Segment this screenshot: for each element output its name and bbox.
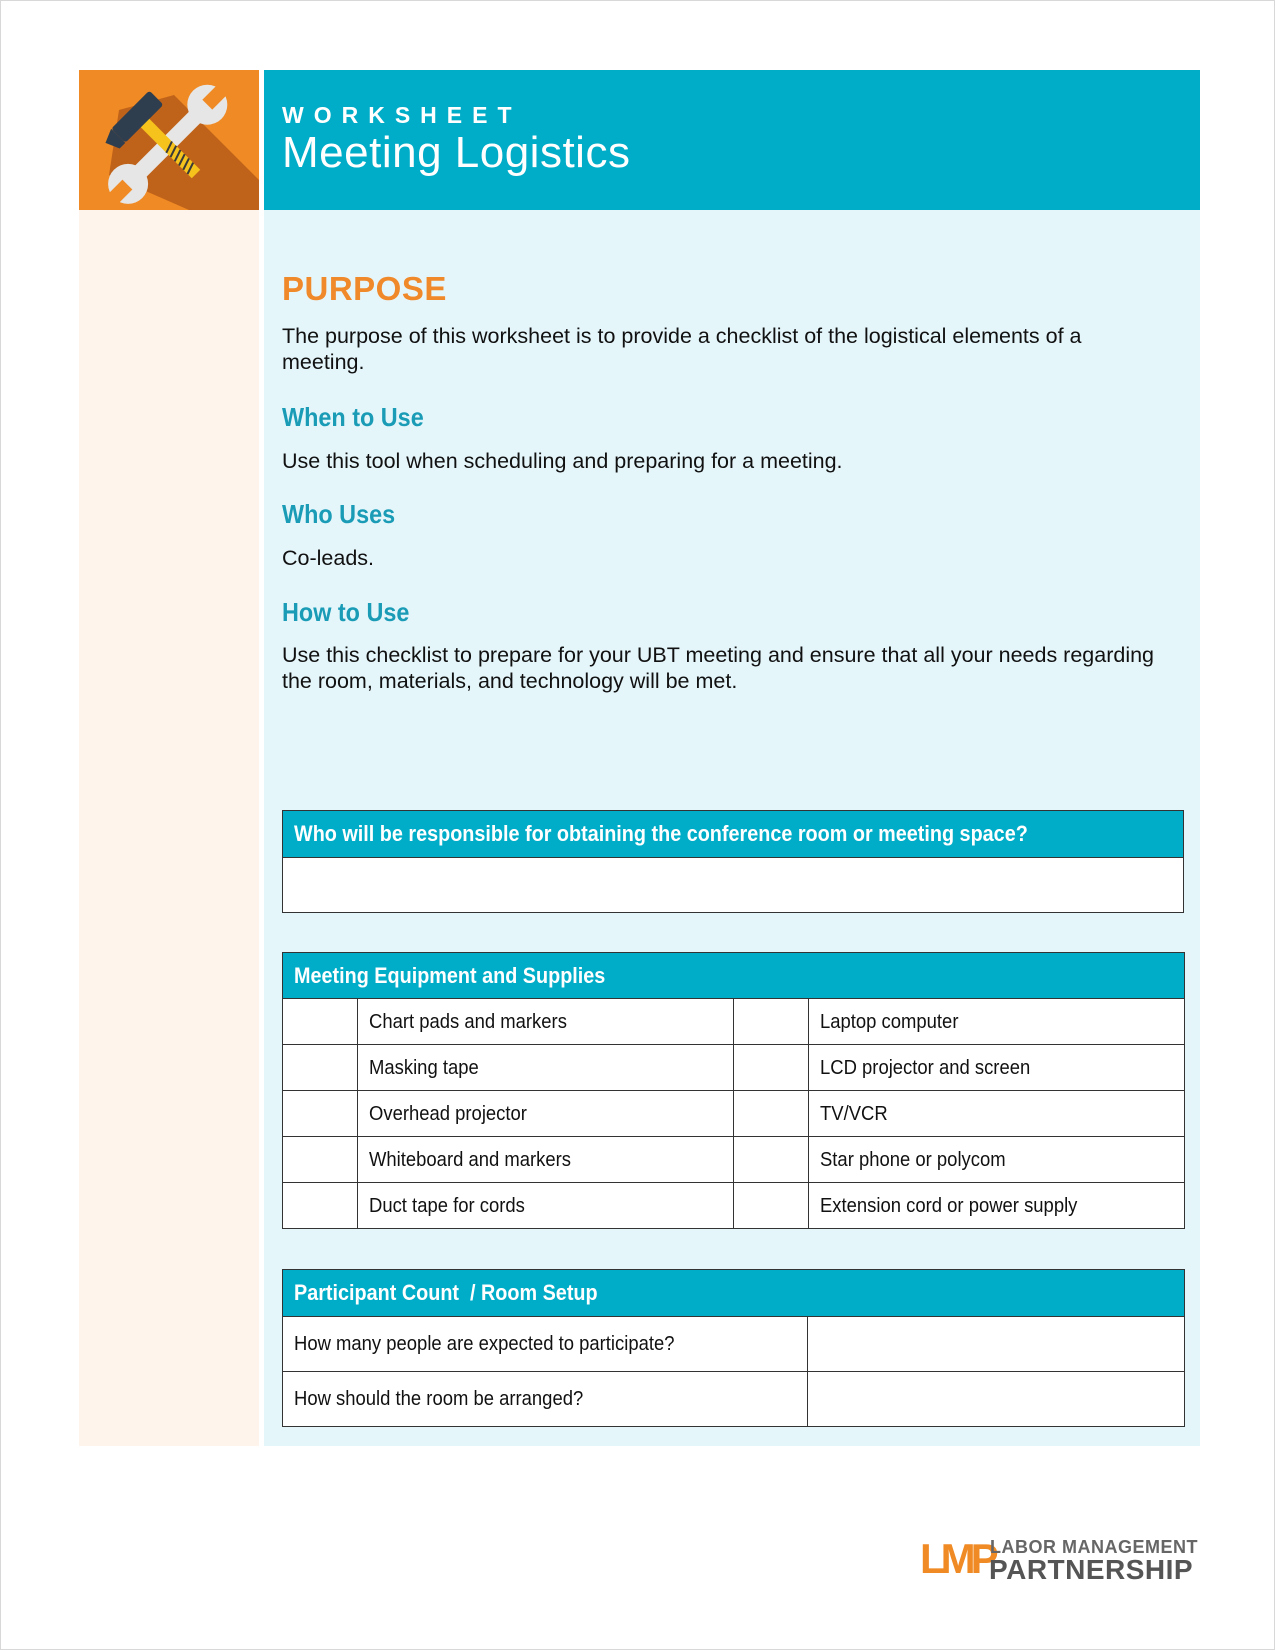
when-to-use-heading: When to Use [282,402,424,432]
when-to-use-text: Use this tool when scheduling and preparing for a meeting. [282,449,843,473]
tools-icon [79,70,259,210]
participant-table [282,1269,1185,1427]
responsible-table [282,810,1184,913]
table-row [283,1183,1185,1229]
equipment-header: Meeting Equipment and Supplies [283,953,1185,999]
table-row [283,1372,1185,1427]
item-label: Whiteboard and markers [358,1137,734,1183]
item-label: Chart pads and markers [358,999,734,1045]
table-row [283,1317,1185,1372]
how-to-use-text: Use this checklist to prepare for your UBT meeting and ensure that all your needs regarding the room, materials, and technology will be met. [282,643,1155,693]
checkbox-masking-tape[interactable] [283,1045,358,1091]
checkbox-whiteboard[interactable] [283,1137,358,1183]
item-label: Overhead projector [358,1091,734,1137]
question-label: How should the room be arranged? [283,1372,808,1427]
checkbox-extension-cord[interactable] [734,1183,809,1229]
item-label: Duct tape for cords [358,1183,734,1229]
lmp-logo-mark-text: LMP [920,1535,994,1582]
tools-icon-box [79,70,259,210]
lmp-logo [920,1535,1200,1585]
lmp-logo-mark [920,1535,994,1582]
logo-line-1: LABOR MANAGEMENT [990,1537,1198,1557]
item-label: Star phone or polycom [809,1137,1185,1183]
page-title: Meeting Logistics [282,128,631,177]
checkbox-star-phone[interactable] [734,1137,809,1183]
who-uses-text: Co-leads. [282,546,375,570]
checkbox-chart-pads[interactable] [283,999,358,1045]
worksheet-label: WORKSHEET [282,102,522,128]
how-to-use-heading: How to Use [282,597,410,627]
checkbox-duct-tape[interactable] [283,1183,358,1229]
responsible-header: Who will be responsible for obtaining the conference room or meeting space? [283,811,1184,858]
participant-header: Participant Count / Room Setup [283,1270,1185,1317]
checkbox-overhead-projector[interactable] [283,1091,358,1137]
table-row [283,1137,1185,1183]
responsible-answer-field[interactable] [283,858,1184,913]
checkbox-tv-vcr[interactable] [734,1091,809,1137]
participant-count-field[interactable] [808,1317,1185,1372]
purpose-heading: PURPOSE [282,270,447,307]
item-label: TV/VCR [809,1091,1185,1137]
item-label: LCD projector and screen [809,1045,1185,1091]
question-label: How many people are expected to participate? [283,1317,808,1372]
left-strip [79,210,259,1446]
room-arrangement-field[interactable] [808,1372,1185,1427]
checkbox-lcd-projector[interactable] [734,1045,809,1091]
table-row [283,1091,1185,1137]
equipment-table [282,952,1185,1229]
checkbox-laptop[interactable] [734,999,809,1045]
purpose-text: The purpose of this worksheet is to provide a checklist of the logistical elements of a meeting. [282,324,1082,374]
item-label: Laptop computer [809,999,1185,1045]
item-label: Extension cord or power supply [809,1183,1185,1229]
item-label: Masking tape [358,1045,734,1091]
table-row [283,1045,1185,1091]
who-uses-heading: Who Uses [282,499,396,529]
logo-line-2: PARTNERSHIP [989,1554,1194,1585]
table-row [283,999,1185,1045]
